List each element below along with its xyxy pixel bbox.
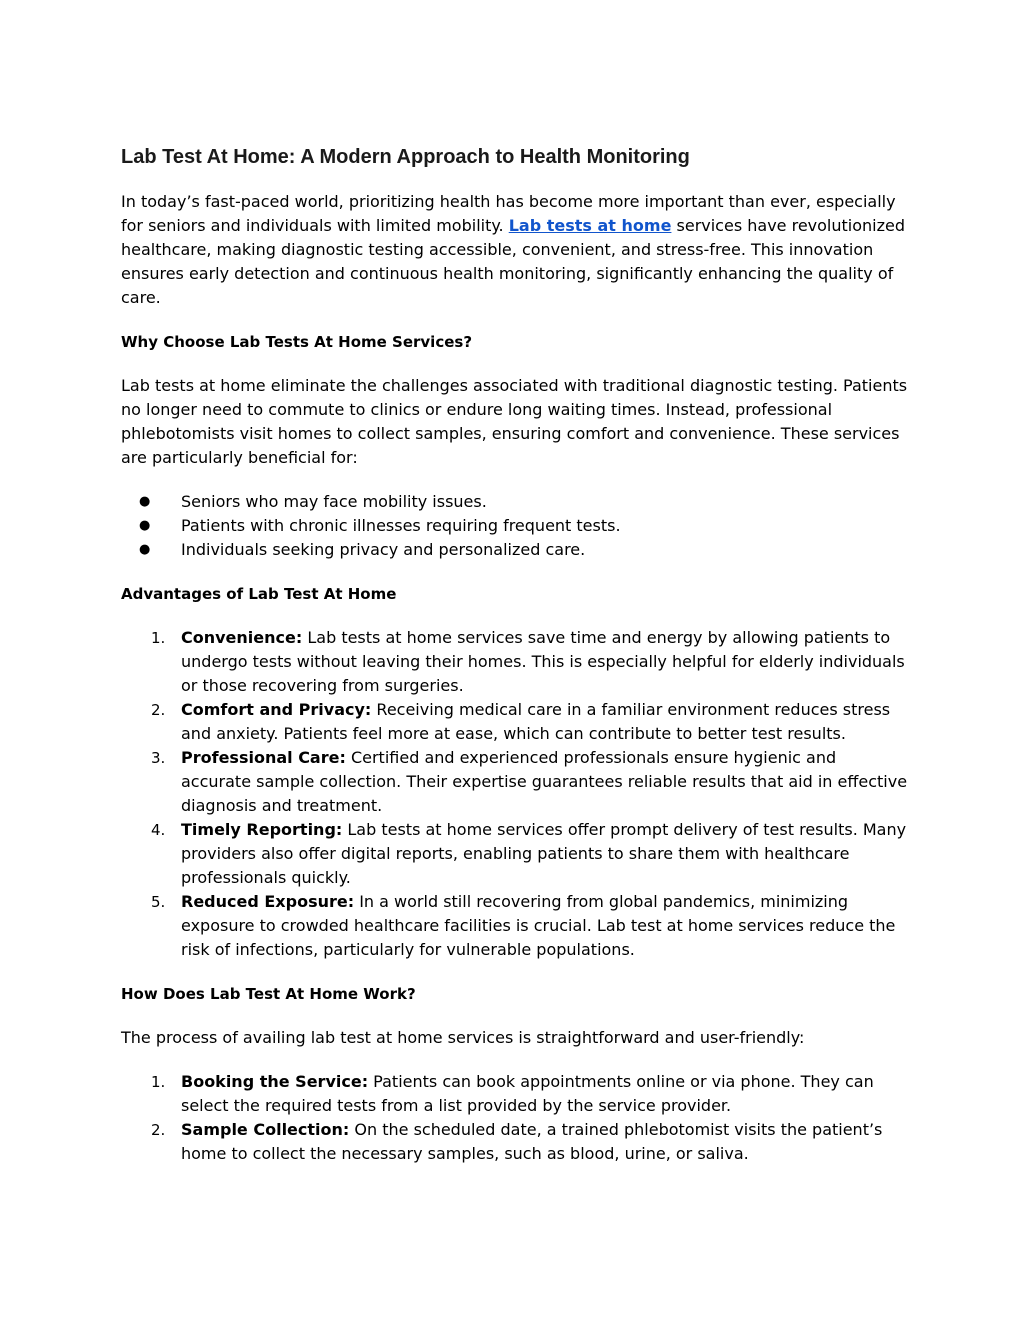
item-term: Booking the Service: (181, 1072, 369, 1091)
advantages-heading: Advantages of Lab Test At Home (121, 585, 397, 603)
item-term: Convenience: (181, 628, 303, 647)
list-item (121, 626, 911, 698)
list-item (121, 890, 911, 962)
item-text: Receiving medical care in a familiar environment reduces stress and anxiety. Patients feel more at ease, which can contribute to better test results. (181, 700, 891, 743)
list-item (121, 698, 911, 746)
item-text: Patients can book appointments online or via phone. They can select the required tests from a list provided by the service provider. (181, 1072, 874, 1115)
item-term: Reduced Exposure: (181, 892, 355, 911)
item-term: Sample Collection: (181, 1120, 350, 1139)
how-heading: How Does Lab Test At Home Work? (121, 985, 416, 1003)
document-page (121, 142, 911, 1166)
benefit-list (121, 490, 911, 562)
item-number: 2. (151, 701, 166, 719)
page-title: Lab Test At Home: A Modern Approach to Health Monitoring (121, 146, 690, 168)
intro-paragraph (121, 190, 911, 310)
item-number: 3. (151, 749, 166, 767)
item-term: Professional Care: (181, 748, 346, 767)
list-item (121, 818, 911, 890)
advantages-list (121, 626, 911, 962)
intro-text-end: services have revolutionized healthcare, making diagnostic testing accessible, convenient, and stress-free. This innovation ensures early detection and continuous health monitoring, significantly enhancing the quality of care. (121, 216, 905, 307)
item-number: 4. (151, 821, 166, 839)
item-text: In a world still recovering from global pandemics, minimizing exposure to crowded healthcare facilities is crucial. Lab test at home services reduce the risk of infections, particularly for vulnerable populations. (181, 892, 896, 959)
list-item (121, 1070, 911, 1118)
item-text: On the scheduled date, a trained phlebotomist visits the patient’s home to collect the necessary samples, such as blood, urine, or saliva. (181, 1120, 883, 1163)
list-item: ● Patients with chronic illnesses requiring frequent tests. (121, 514, 911, 538)
list-item: ● Seniors who may face mobility issues. (121, 490, 911, 514)
how-paragraph: The process of availing lab test at home services is straightforward and user-friendly: (121, 1028, 805, 1047)
item-number: 1. (151, 1073, 166, 1091)
list-item (121, 746, 911, 818)
item-text: Lab tests at home services offer prompt delivery of test results. Many providers also offer digital reports, enabling patients to share them with healthcare professionals quickly. (181, 820, 907, 887)
why-paragraph: Lab tests at home eliminate the challenges associated with traditional diagnostic testing. Patients no longer need to commute to clinics or endure long waiting times. Instead, professional phlebotomists visit homes to collect samples, ensuring comfort and convenience. These services are particularly beneficial for: (121, 376, 908, 467)
item-term: Timely Reporting: (181, 820, 343, 839)
item-term: Comfort and Privacy: (181, 700, 372, 719)
item-number: 5. (151, 893, 166, 911)
item-text: Certified and experienced professionals ensure hygienic and accurate sample collection. Their expertise guarantees reliable results that aid in effective diagnosis and treatment. (181, 748, 908, 815)
intro-text-start: In today’s fast-paced world, prioritizing health has become more important than ever, especially for seniors and individuals with limited mobility. (121, 192, 896, 235)
item-text: Lab tests at home services save time and energy by allowing patients to undergo tests without leaving their homes. This is especially helpful for elderly individuals or those recovering from surgeries. (181, 628, 905, 695)
item-number: 2. (151, 1121, 166, 1139)
lab-tests-at-home-link[interactable]: Lab tests at home (508, 216, 672, 235)
steps-list (121, 1070, 911, 1166)
why-heading: Why Choose Lab Tests At Home Services? (121, 333, 473, 351)
list-item (121, 1118, 911, 1166)
item-number: 1. (151, 629, 166, 647)
list-item: ● Individuals seeking privacy and personalized care. (121, 538, 911, 562)
